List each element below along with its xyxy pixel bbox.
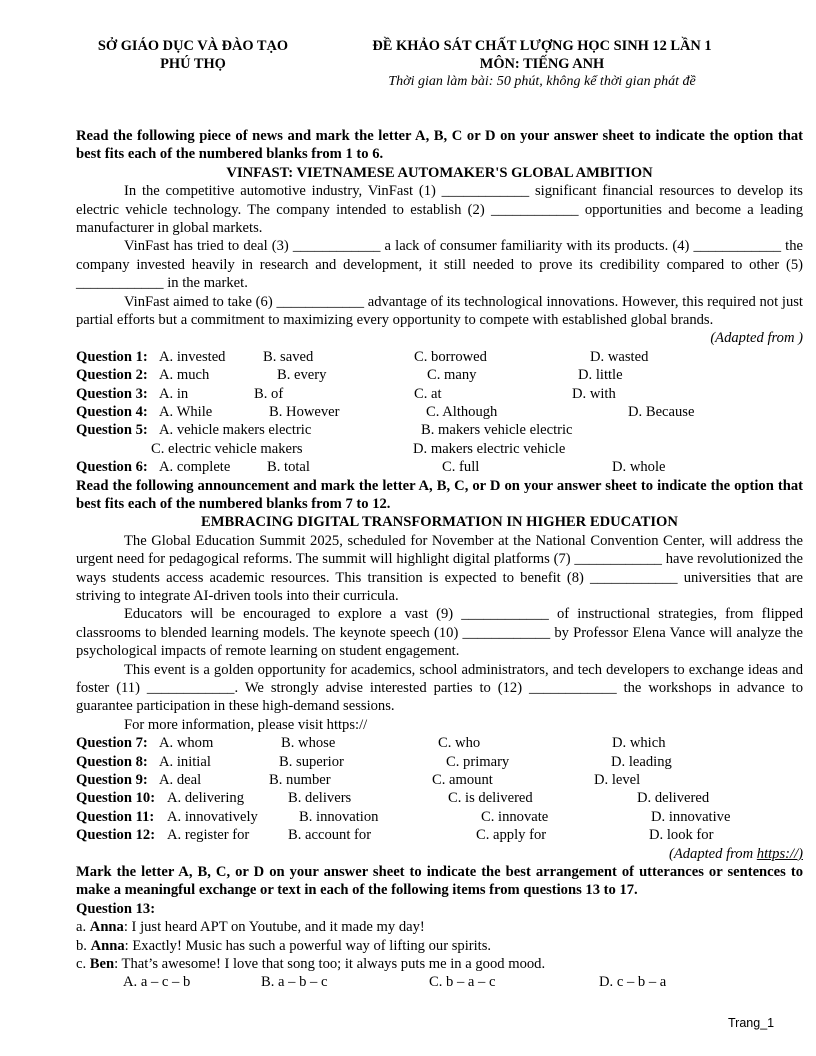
question-label: Question 3: [76, 385, 148, 402]
source-link[interactable]: https://) [756, 845, 803, 862]
section1-title: VINFAST: VIETNAMESE AUTOMAKER'S GLOBAL AMBITION [226, 164, 653, 181]
option-c: C. at [414, 385, 442, 402]
exam-title: ĐỀ KHẢO SÁT CHẤT LƯỢNG HỌC SINH 12 LẦN 1 [372, 38, 712, 54]
option-d: D. level [594, 772, 641, 789]
question-row [76, 421, 803, 439]
line-text: : I just heard APT on Youtube, and it made my day! [123, 919, 425, 936]
source-prefix: (Adapted from [668, 845, 757, 862]
option-b: B. total [267, 459, 310, 476]
question-label: Question 4: [76, 404, 148, 421]
page-number: Trang_1 [728, 1016, 775, 1030]
option-a: A. whom [159, 735, 214, 752]
option-b: B. account for [288, 827, 372, 844]
exchange-line [76, 918, 803, 936]
question-row [76, 753, 803, 771]
section1-paragraph-1: In the competitive automotive industry, VinFast (1) ____________ significant financial resources to develop its electric vehicle technology. The company intended to establish (2) ____________ opportunities and become a leading manufacturer in global markets. [76, 183, 803, 237]
section1-paragraph-3: VinFast aimed to take (6) ____________ advantage of its technological innovations. However, this required not just partial efforts but a commitment to maximizing every opportunity to compete with established global brands. [76, 293, 803, 329]
question-row [76, 366, 803, 384]
speaker-name: Anna [90, 937, 125, 954]
option-a: A. innovatively [167, 808, 258, 825]
option-c: C. b – a – c [429, 974, 496, 991]
line-text: : Exactly! Music has such a powerful way of lifting our spirits. [124, 937, 492, 954]
question-row [76, 771, 803, 789]
question-row [76, 403, 803, 421]
section2-paragraph-4: For more information, please visit https:// [124, 716, 368, 733]
question-label: Question 12: [76, 827, 156, 844]
option-b: B. saved [263, 348, 314, 365]
option-d: D. makers electric vehicle [413, 440, 566, 457]
option-d: D. Because [628, 404, 695, 421]
exam-header [322, 37, 762, 91]
option-b: B. delivers [288, 790, 352, 807]
option-c: C. amount [432, 772, 493, 789]
question-row [76, 385, 803, 403]
section1-paragraph-2: VinFast has tried to deal (3) ____________ a lack of consumer familiarity with its products. (4) ____________ the company invested heavily in research and development, it still needed to prove its credibility compared to other (5) ____________ in the market. [76, 238, 803, 292]
question-row [76, 348, 803, 366]
option-b: B. every [277, 367, 327, 384]
line-prefix: c. [76, 956, 90, 973]
option-c: C. apply for [476, 827, 547, 844]
section2-paragraph-2: Educators will be encouraged to explore a vast (9) ____________ of instructional strategies, from flipped classrooms to blended learning models. The keynote speech (10) ____________ by Professor Elena Vance will analyze the psychological impacts of remote learning on student engagement. [76, 606, 803, 660]
question-row [76, 808, 803, 826]
question-label: Question 11: [76, 808, 155, 825]
option-d: D. c – b – a [599, 974, 667, 991]
option-a: A. vehicle makers electric [159, 422, 312, 439]
option-d: D. leading [611, 753, 672, 770]
option-b: B. superior [279, 753, 344, 770]
question-label: Question 2: [76, 367, 148, 384]
department-name: SỞ GIÁO DỤC VÀ ĐÀO TẠO [97, 38, 289, 54]
option-a: A. deal [159, 772, 202, 789]
option-d: D. wasted [590, 348, 649, 365]
option-a: A. initial [159, 753, 211, 770]
section3-instruction: Mark the letter A, B, C, or D on your answer sheet to indicate the best arrangement of utterances or sentences to make a meaningful exchange or text in each of the following items from questions 13 to 17. [76, 864, 803, 899]
question-label: Question 5: [76, 422, 148, 439]
section2-paragraph-3: This event is a golden opportunity for academics, school administrators, and tech developers to exchange ideas and foster (11) ____________. We strongly advise interested parties to (12) ____________ the workshops in advance to guarantee participation in these high-demand sessions. [76, 661, 803, 715]
option-d: D. little [578, 367, 623, 384]
question-label: Question 9: [76, 772, 148, 789]
option-b: B. However [269, 404, 340, 421]
question-row [76, 440, 803, 458]
section2-paragraph-1: The Global Education Summit 2025, scheduled for November at the National Convention Center, will address the urgent need for pedagogical reforms. The summit will highlight digital platforms (7) ____________ have revolutionized the ways students access academic resources. This transition is expected to benefit (8) ____________ universities that are striving to integrate AI-driven tools into their curricula. [76, 532, 803, 605]
option-b: B. a – b – c [261, 974, 328, 991]
exchange-line [76, 955, 803, 973]
option-b: B. of [254, 385, 284, 402]
option-c: C. electric vehicle makers [151, 440, 303, 457]
question-label: Question 1: [76, 348, 148, 365]
section2-source [76, 845, 803, 863]
line-prefix: a. [76, 919, 90, 936]
option-c: C. innovate [481, 808, 549, 825]
question-13-label: Question 13: [76, 900, 156, 917]
option-c: C. primary [446, 753, 510, 770]
option-c: C. who [438, 735, 481, 752]
option-a: A. much [159, 367, 210, 384]
option-d: D. delivered [637, 790, 710, 807]
questions-7-12 [76, 734, 803, 844]
question-row [76, 826, 803, 844]
option-c: C. many [427, 367, 477, 384]
section2-title: EMBRACING DIGITAL TRANSFORMATION IN HIGHER EDUCATION [201, 514, 678, 531]
speaker-name: Anna [89, 919, 124, 936]
question-label: Question 8: [76, 753, 148, 770]
question-13-options [76, 973, 803, 991]
option-c: C. Although [426, 404, 498, 421]
option-b: B. number [269, 772, 331, 789]
option-a: A. While [159, 404, 213, 421]
question-label: Question 6: [76, 459, 148, 476]
option-a: A. complete [159, 459, 231, 476]
question-row [76, 458, 803, 476]
section1-source: (Adapted from ) [710, 330, 803, 347]
line-prefix: b. [76, 937, 91, 954]
option-a: A. register for [167, 827, 250, 844]
option-a: A. invested [159, 348, 226, 365]
option-a: A. a – c – b [123, 974, 191, 991]
option-a: A. in [159, 385, 189, 402]
province-name: PHÚ THỌ [160, 56, 226, 72]
option-b: B. innovation [299, 808, 379, 825]
section1-instruction: Read the following piece of news and mark the letter A, B, C or D on your answer sheet to indicate the option that best fits each of the numbered blanks from 1 to 6. [76, 128, 803, 163]
exchange-line [76, 937, 803, 955]
question-label: Question 7: [76, 735, 148, 752]
option-d: D. with [572, 385, 616, 402]
option-c: C. borrowed [414, 348, 487, 365]
option-d: D. which [612, 735, 666, 752]
question-row [76, 789, 803, 807]
exam-body [76, 127, 803, 992]
speaker-name: Ben [89, 956, 115, 973]
option-b: B. makers vehicle electric [421, 422, 573, 439]
option-b: B. whose [281, 735, 336, 752]
exam-subject: MÔN: TIẾNG ANH [479, 56, 605, 72]
department-header [78, 37, 308, 73]
option-d: D. look for [649, 827, 714, 844]
exam-time: Thời gian làm bài: 50 phút, không kể thời gian phát đề [388, 74, 696, 89]
question-row [76, 734, 803, 752]
option-d: D. innovative [651, 808, 731, 825]
section2-instruction: Read the following announcement and mark the letter A, B, C, or D on your answer sheet to indicate the option that best fits each of the numbered blanks from 7 to 12. [76, 477, 803, 513]
option-d: D. whole [612, 459, 666, 476]
option-c: C. full [442, 459, 480, 476]
option-c: C. is delivered [448, 790, 533, 807]
questions-1-6 [76, 348, 803, 477]
line-text: : That’s awesome! I love that song too; it always puts me in a good mood. [114, 956, 546, 973]
option-a: A. delivering [167, 790, 245, 807]
question-label: Question 10: [76, 790, 156, 807]
